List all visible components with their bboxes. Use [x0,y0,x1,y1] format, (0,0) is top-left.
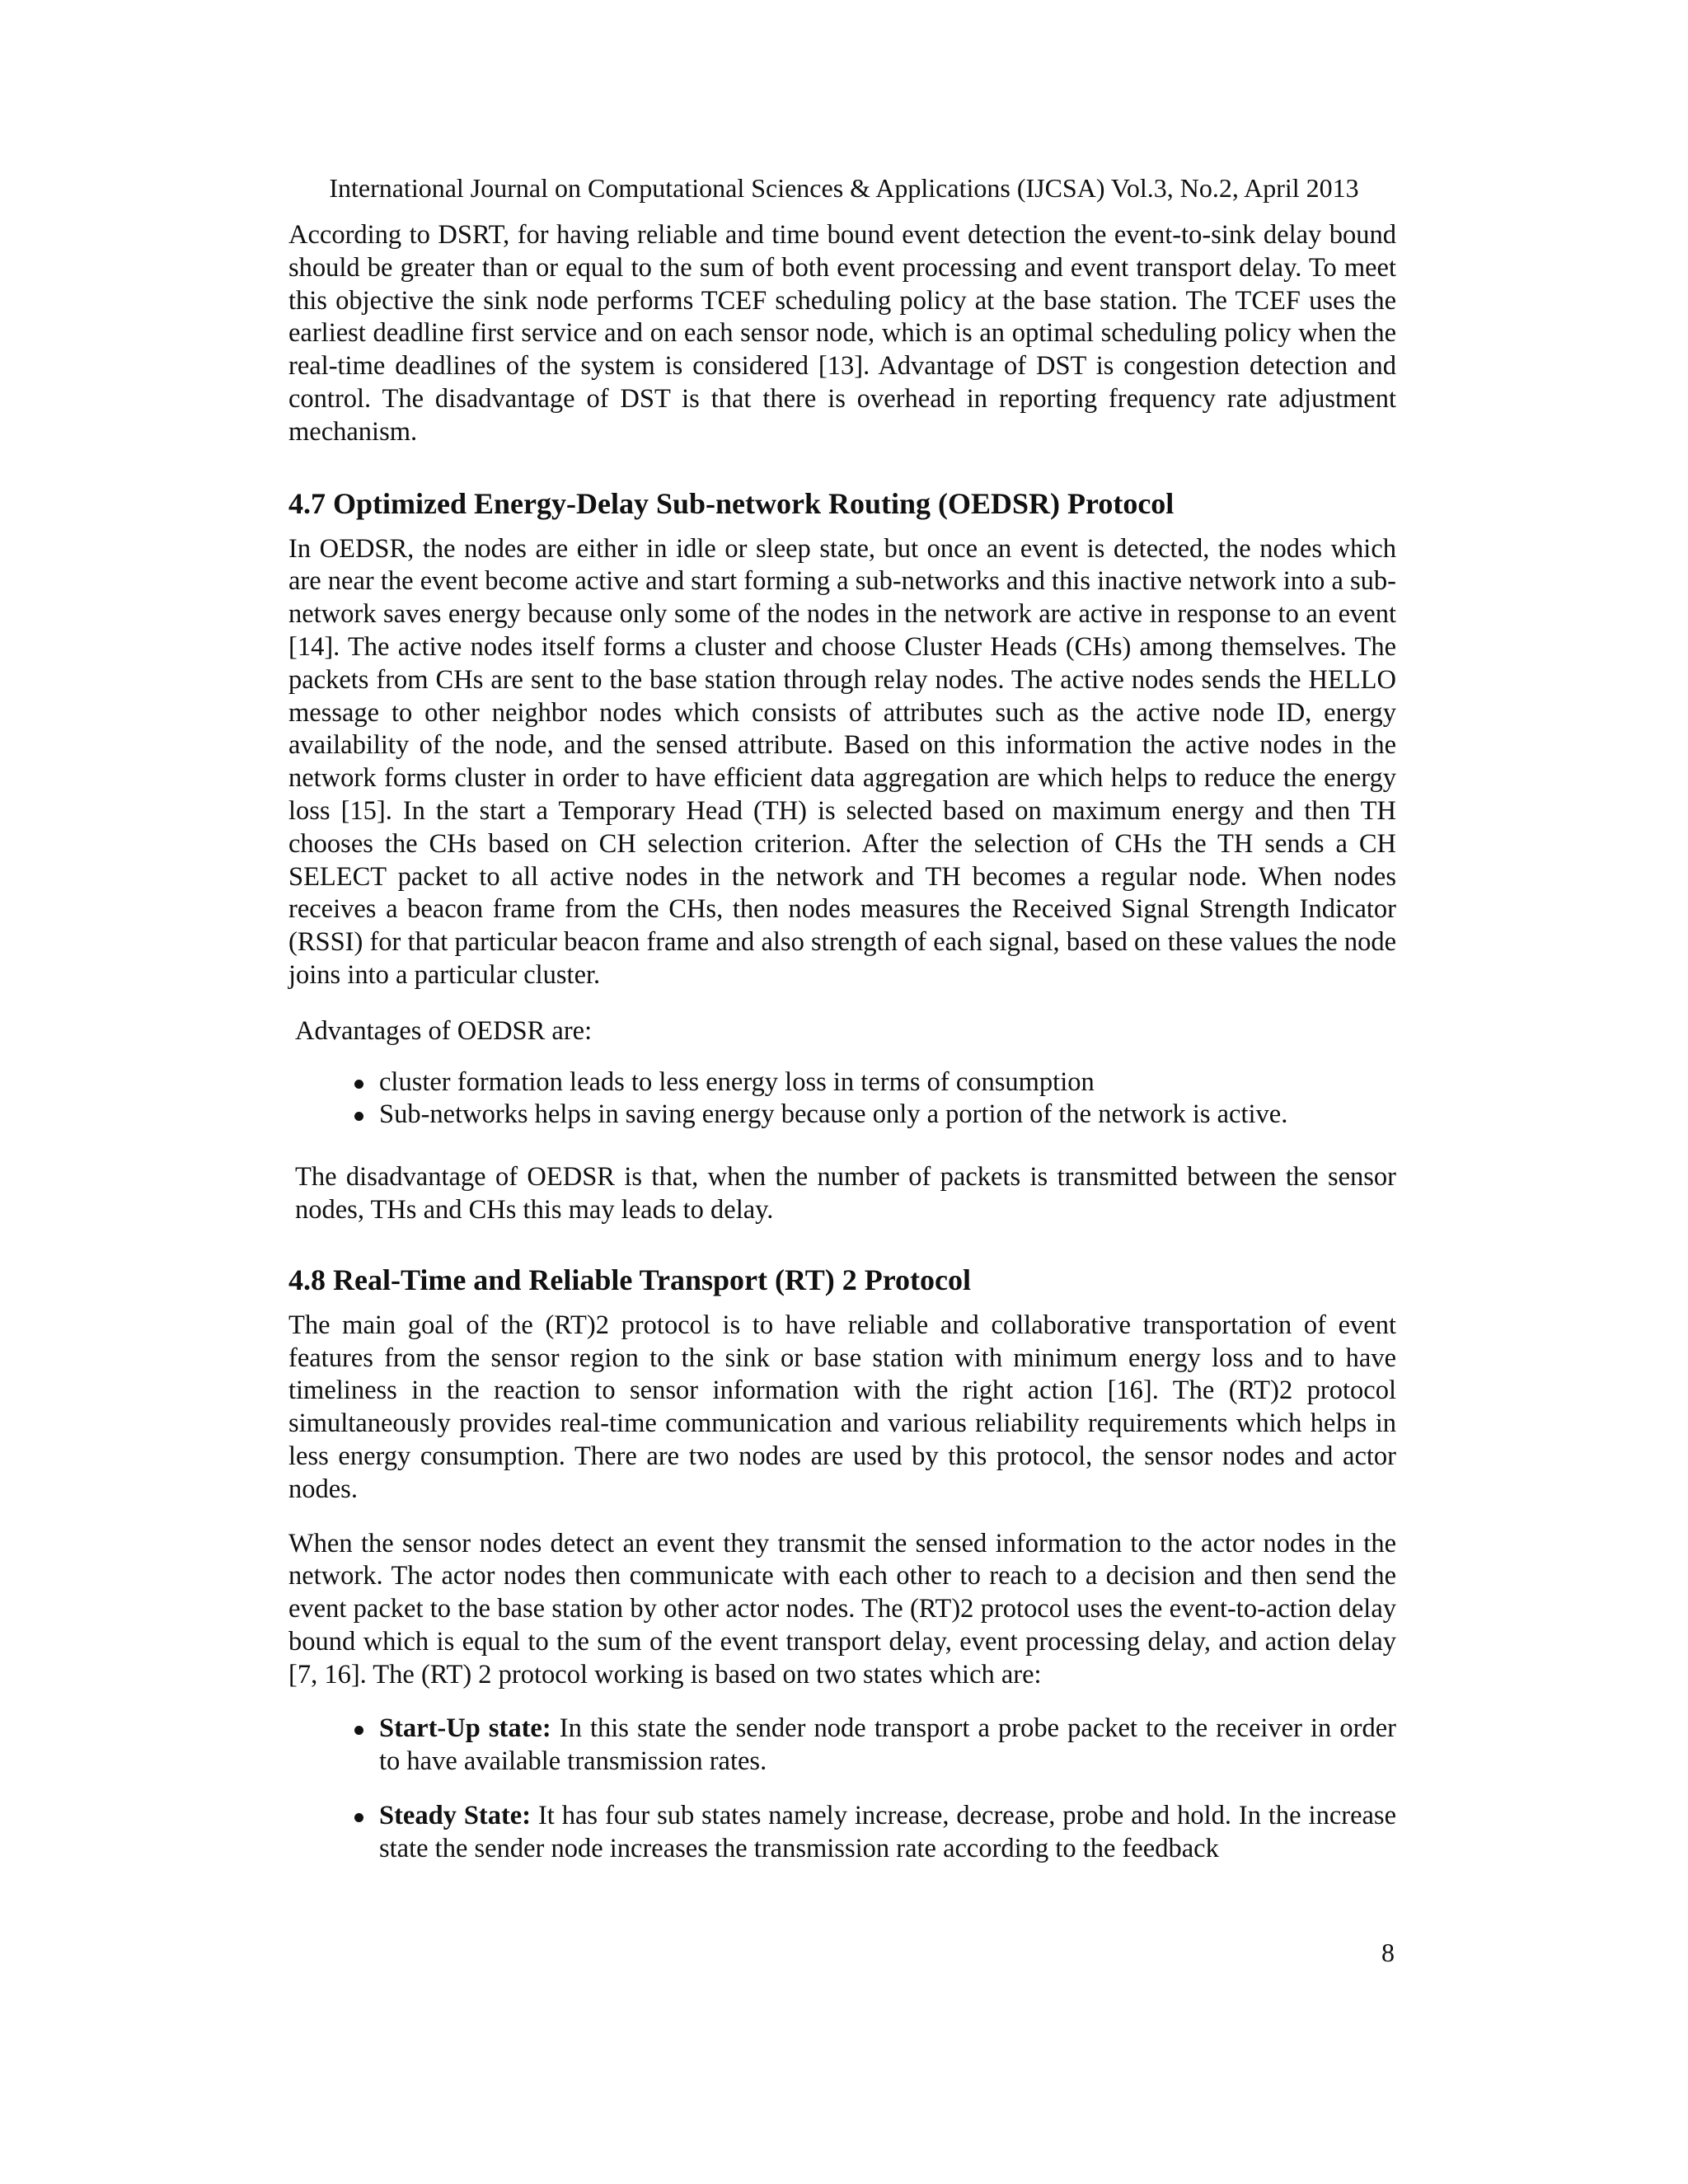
section-heading-4-8: 4.8 Real-Time and Reliable Transport (RT) 2 Protocol [288,1263,972,1296]
intro-paragraph: According to DSRT, for having reliable and time bound event detection the event-to-sink delay bound should be greater than or equal to the sum of both event processing and event transport delay. To meet this objective the sink node performs TCEF scheduling policy at the base station. The TCEF uses the earliest deadline first service and on each sensor node, which is an optimal scheduling policy when the real-time deadlines of the system is considered [13]. Advantage of DST is congestion detection and control. The disadvantage of DST is that there is overhead in reporting frequency rate adjustment mechanism. [288,220,1396,447]
oedsr-paragraph: In OEDSR, the nodes are either in idle or sleep state, but once an event is detected, the nodes which are near the event become active and start forming a sub-networks and this inactive network into a sub-network saves energy because only some of the nodes in the network are active in response to an event [14]. The active nodes itself forms a cluster and choose Cluster Heads (CHs) among themselves. The packets from CHs are sent to the base station through relay nodes. The active nodes sends the HELLO message to other neighbor nodes which consists of attributes such as the active node ID, energy availability of the node, and the sensed attribute. Based on this information the active nodes in the network forms cluster in order to have efficient data aggregation are which helps to reduce the energy loss [15]. In the start a Temporary Head (TH) is selected based on maximum energy and then TH chooses the CHs based on CH selection criterion. After the selection of CHs the TH sends a CH SELECT packet to all active nodes in the network and TH becomes a regular node. When nodes receives a beacon frame from the CHs, then nodes measures the Received Signal Strength Indicator (RSSI) for that particular beacon frame and also strength of each signal, based on these values the node joins into a particular cluster. [288,533,1396,990]
list-item-text: Sub-networks helps in saving energy because only a portion of the network is active. [379,1099,1288,1130]
bullet-icon [354,1112,363,1121]
list-item [288,1713,1396,1779]
bullet-icon [354,1080,363,1089]
bullet-icon [354,1726,363,1735]
state-description: In this state the sender node transport a probe packet to the receiver in order to have available transmission rates. [379,1713,1396,1777]
rt2-paragraph-1: The main goal of the (RT)2 protocol is to have reliable and collaborative transportation of event features from the sensor region to the sink or base station with minimum energy loss and to have timeliness in the reaction to sensor information with the right action [16]. The (RT)2 protocol simultaneously provides real-time communication and various reliability requirements which helps in less energy consumption. There are two nodes are used by this protocol, the sensor nodes and actor nodes. [288,1310,1396,1504]
oedsr-disadvantage: The disadvantage of OEDSR is that, when the number of packets is transmitted between the sensor nodes, THs and CHs this may leads to delay. [295,1162,1396,1225]
running-header: International Journal on Computational Sciences & Applications (IJCSA) Vol.3, No.2, April 2013 [329,173,1359,203]
state-term: Start-Up state: [379,1713,551,1744]
state-term: Steady State: [379,1801,532,1831]
advantages-lead: Advantages of OEDSR are: [295,1015,593,1046]
page-body [288,219,1396,1866]
bullet-icon [354,1813,363,1822]
list-item [288,1800,1396,1866]
section-heading-4-7: 4.7 Optimized Energy-Delay Sub-network Routing (OEDSR) Protocol [288,486,1175,520]
page-number: 8 [1381,1938,1395,1967]
rt2-paragraph-2: When the sensor nodes detect an event they transmit the sensed information to the actor nodes in the network. The actor nodes then communicate with each other to reach to a decision and then send the event packet to the base station by other actor nodes. The (RT)2 protocol uses the event-to-action delay bound which is equal to the sum of the event transport delay, event processing delay, and action delay [7, 16]. The (RT) 2 protocol working is based on two states which are: [288,1528,1396,1690]
list-item [288,1099,1396,1132]
states-list [288,1713,1396,1865]
list-item [288,1066,1396,1099]
advantages-list [288,1066,1396,1132]
list-item-text: cluster formation leads to less energy loss in terms of consumption [379,1066,1095,1097]
state-description: It has four sub states namely increase, decrease, probe and hold. In the increase state the sender node increases the transmission rate according to the feedback [379,1801,1396,1863]
